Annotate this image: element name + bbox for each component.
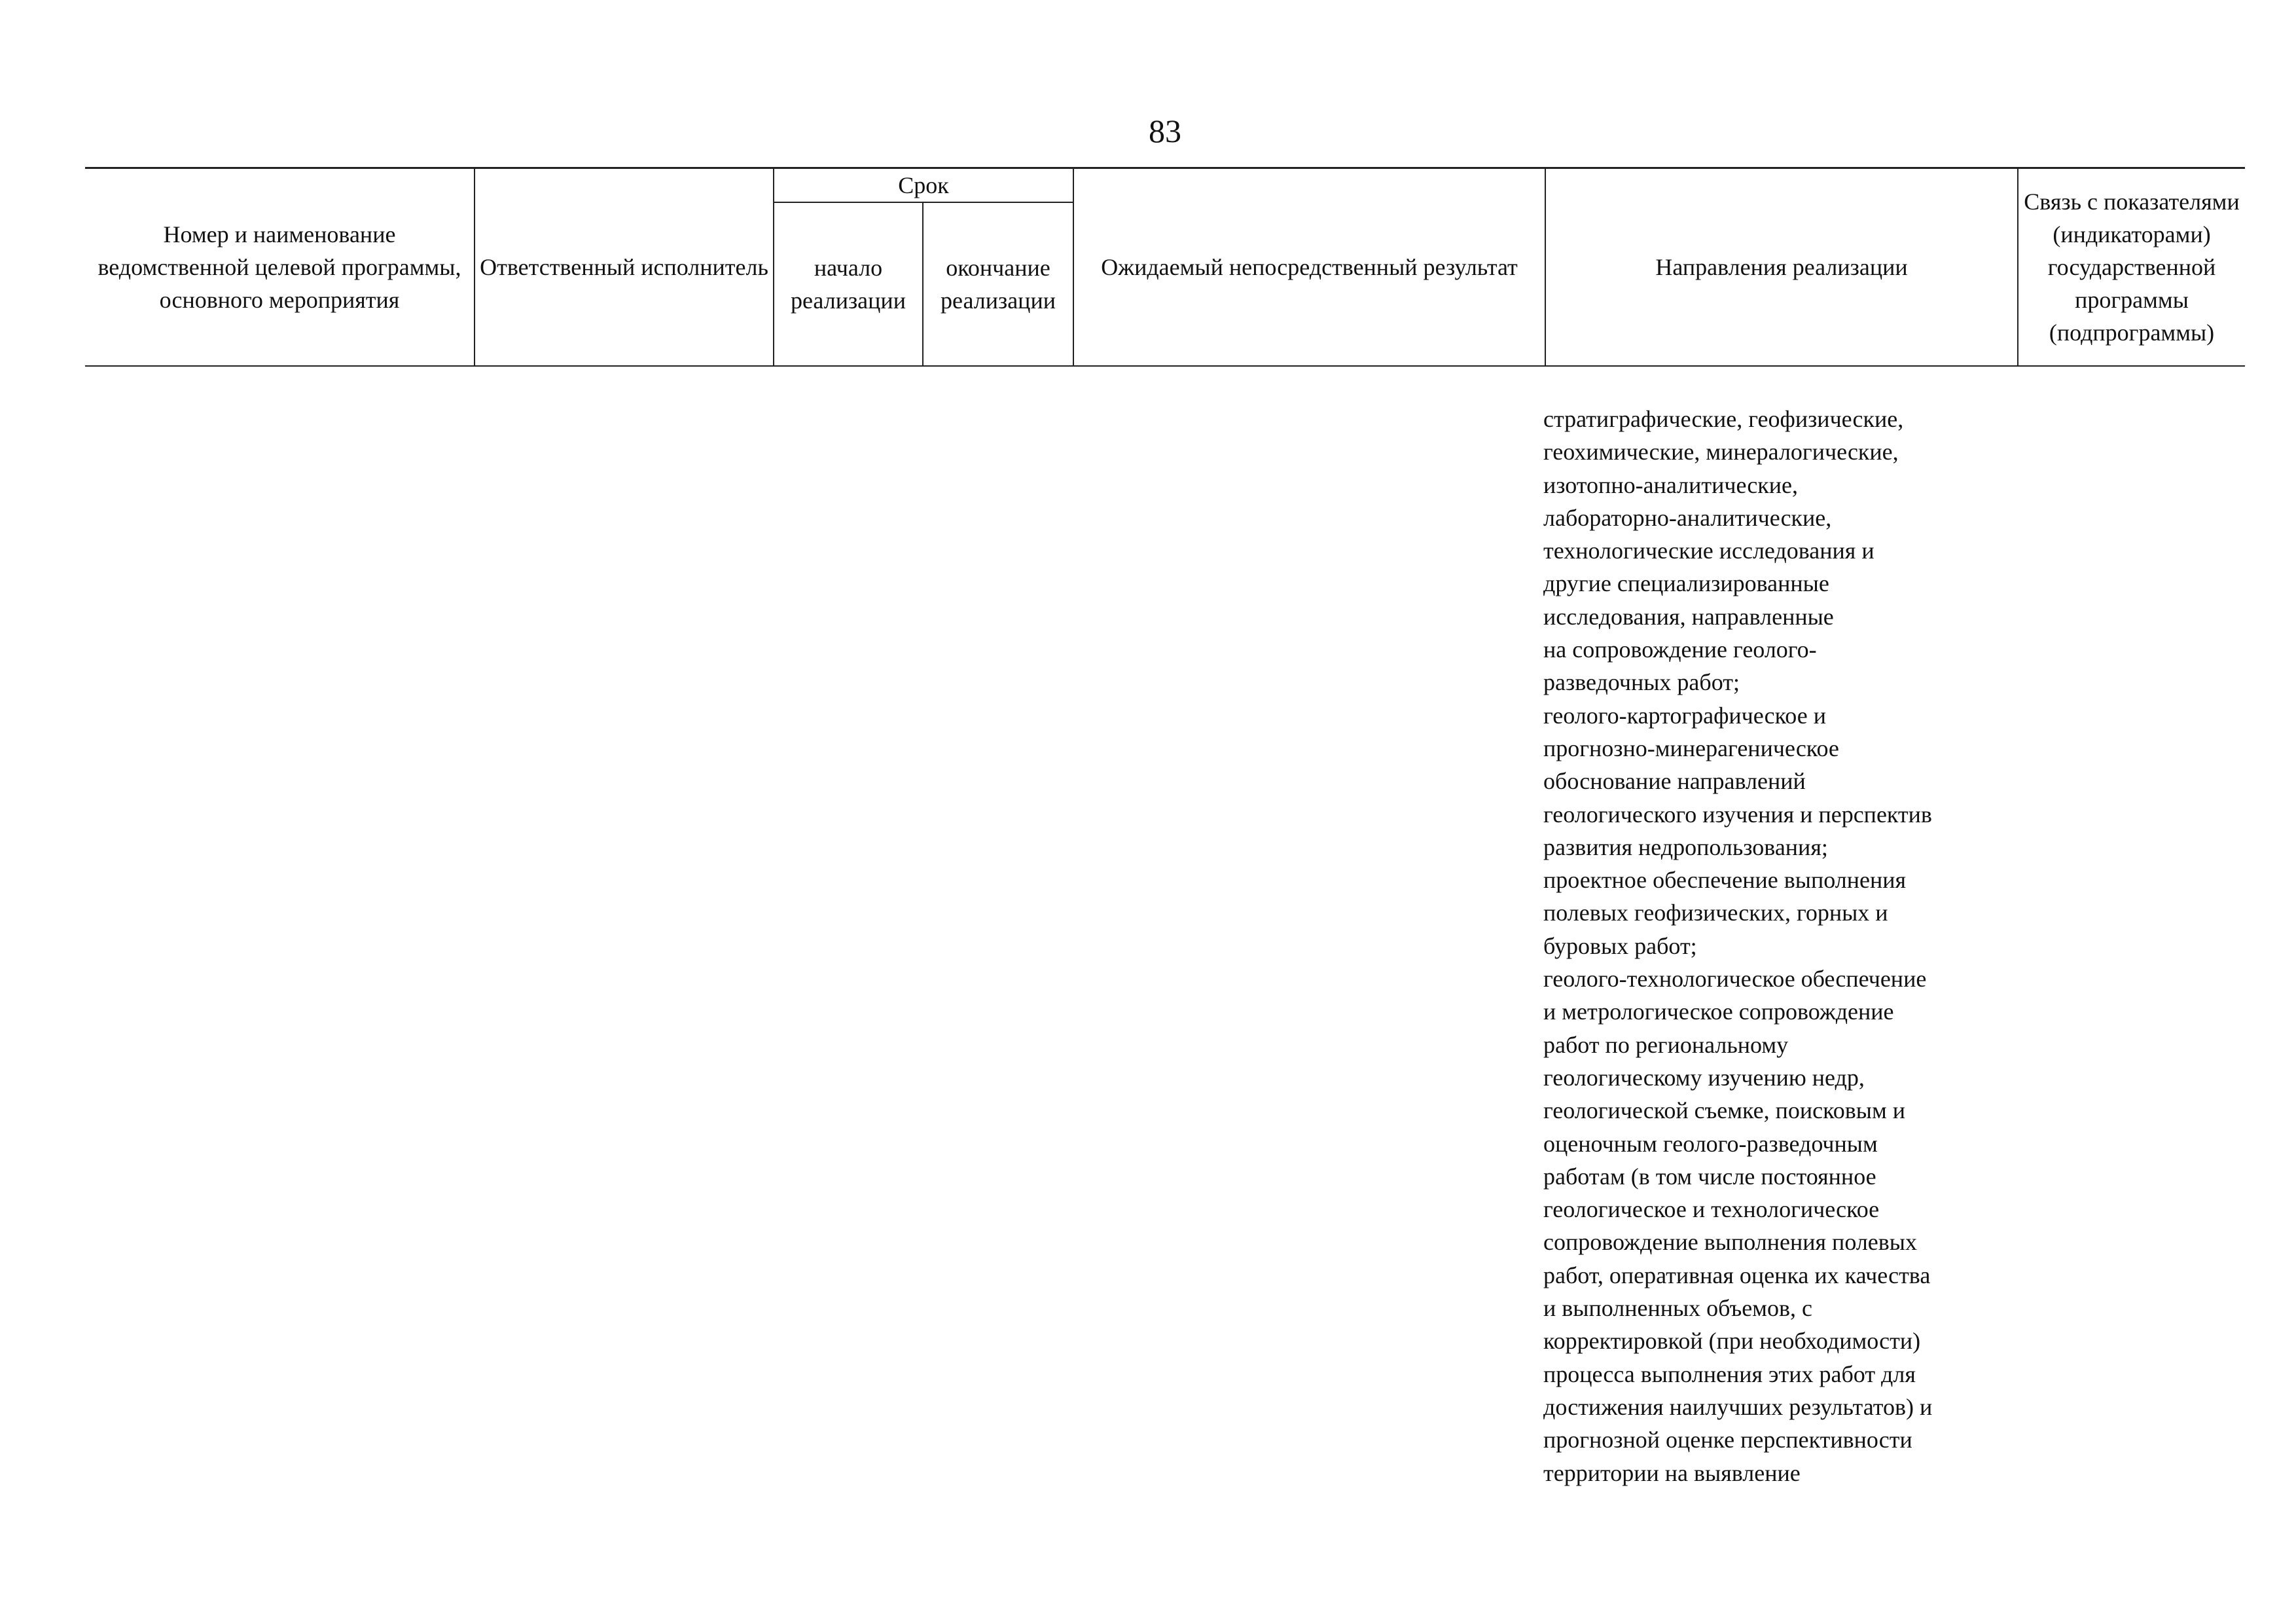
directions-text-line: прогнозной оценке перспективности: [1543, 1427, 1912, 1453]
directions-text-line: процесса выполнения этих работ для: [1543, 1360, 1916, 1387]
header-directions: Направления реализации: [1545, 168, 2018, 367]
directions-text-line: работ, оперативная оценка их качества: [1543, 1262, 1931, 1288]
directions-text-line: достижения наилучших результатов) и: [1543, 1393, 1933, 1420]
directions-text-line: разведочных работ;: [1543, 669, 1740, 696]
directions-text: [1543, 403, 2015, 1489]
directions-text-line: геологическому изучению недр,: [1543, 1064, 1865, 1091]
header-term: Срок: [774, 168, 1073, 203]
directions-text-line: другие специализированные: [1543, 570, 1829, 597]
directions-text-line: стратиграфические, геофизические,: [1543, 406, 1904, 432]
header-end: окончание реализации: [923, 202, 1073, 366]
header-executor: Ответственный исполнитель: [475, 168, 774, 367]
directions-text-line: полевых геофизических, горных и: [1543, 900, 1888, 926]
header-indicators-link: Связь с показателями (индикаторами) государственной программы (подпрограммы): [2018, 168, 2245, 367]
directions-text-line: проектное обеспечение выполнения: [1543, 867, 1907, 894]
directions-text-line: буровых работ;: [1543, 932, 1697, 959]
directions-text-line: на сопровождение геолого-: [1543, 636, 1817, 663]
directions-text-line: изотопно-аналитические,: [1543, 471, 1799, 498]
directions-text-line: геологической съемке, поисковым и: [1543, 1097, 1906, 1124]
directions-text-line: исследования, направленные: [1543, 603, 1834, 630]
directions-text-line: прогнозно-минерагеническое: [1543, 735, 1839, 761]
directions-text-line: работам (в том числе постоянное: [1543, 1163, 1876, 1190]
page-number: 83: [1149, 113, 1181, 149]
directions-text-line: корректировкой (при необходимости): [1543, 1328, 1921, 1355]
directions-text-line: геолого-технологическое обеспечение: [1543, 966, 1927, 993]
directions-text-line: геолого-картографическое и: [1543, 702, 1826, 729]
header-program: Номер и наименование ведомственной целевой программы, основного мероприятия: [85, 168, 475, 367]
header-start: начало реализации: [774, 202, 923, 366]
directions-text-line: технологические исследования и: [1543, 538, 1874, 564]
directions-text-line: развития недропользования;: [1543, 833, 1828, 860]
directions-text-line: геологическое и технологическое: [1543, 1196, 1880, 1223]
directions-text-line: и метрологическое сопровождение: [1543, 998, 1894, 1025]
directions-text-line: оценочным геолого-разведочным: [1543, 1130, 1878, 1157]
directions-text-line: территории на выявление: [1543, 1459, 1801, 1486]
directions-text-line: лабораторно-аналитические,: [1543, 504, 1832, 531]
directions-text-line: работ по региональному: [1543, 1031, 1789, 1058]
directions-text-line: обоснование направлений: [1543, 768, 1806, 795]
directions-text-line: геологического изучения и перспектив: [1543, 801, 1932, 828]
table-header: [85, 167, 2245, 367]
directions-text-line: сопровождение выполнения полевых: [1543, 1229, 1917, 1256]
directions-text-line: геохимические, минералогические,: [1543, 439, 1899, 465]
directions-text-line: и выполненных объемов, с: [1543, 1295, 1812, 1322]
header-result: Ожидаемый непосредственный результат: [1073, 168, 1545, 367]
